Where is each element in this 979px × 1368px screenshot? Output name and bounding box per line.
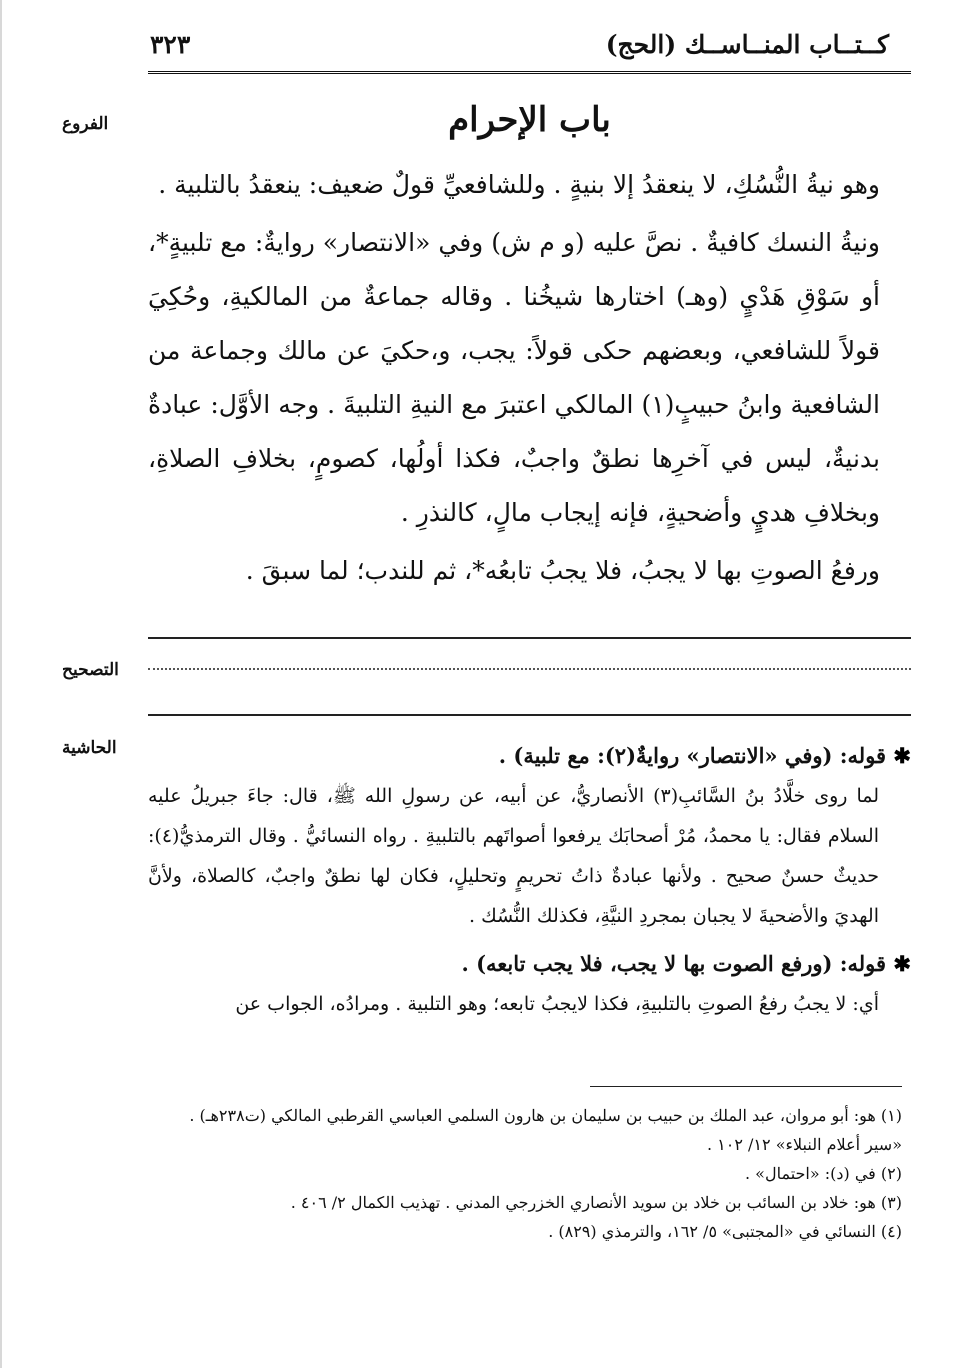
footnote: (٤) النسائي في «المجتبى» ٥/ ١٦٢، والترمذي (٨٢٩) . <box>548 1222 902 1241</box>
hashiya-quote: ✱ قوله: (وفي «الانتصار» روايةٌ(٢): مع تلبية) . <box>498 743 911 768</box>
footnote: (٣) هو: خلاد بن السائب بن خلاد بن سويد الأنصاري الخزرجي المدني . تهذيب الكمال ٢/ ٤٠٦ . <box>290 1193 902 1212</box>
main-paragraph: ونيةُ النسك كافيةٌ . نصَّ عليه (و م ش) وفي «الانتصار» روايةٌ: مع تلبيةٍ*، أو سَوْقِ هَدْيٍ (وهـ) اختارها شيخُنا . وقاله جماعةٌ من المالكيةِ، وحُكِيَ قولاً للشافعي، وبعضهم حكى قولاً: يجب، و،حكيَ عن مالك وجماعة من الشافعية وابنُ حبيبٍ(١) المالكي اعتبرَ مع النيةِ التلبيةَ . وجه الأوَّل: عبادةٌ بدنيةٌ، ليس في آخرِها نطقٌ واجبٌ، فكذا أولُها، كصومٍ، بخلافِ الصلاةِ، وبخلافِ هديٍ وأضحيةٍ، فإنه إيجاب مالٍ، كالنذرِ . <box>148 228 880 527</box>
tashih-dotted-line <box>148 668 911 670</box>
footnote: (١) هو: أبو مروان، عبد الملك بن حبيب بن سليمان بن هارون السلمي العباسي القرطبي المالكي (ت٢٣٨هـ) . «سير أعلام النبلاء» ١٢/ ١٠٢ . <box>189 1106 902 1154</box>
hashiya-quote: ✱ قوله: (ورفع الصوت بها لا يجب، فلا يجب تابعه) . <box>461 951 911 976</box>
main-paragraph: وهو نيةُ النُّسُكِ، لا ينعقدُ إلا بنيةٍ . وللشافعيِّ قولٌ ضعيف: ينعقدُ بالتلبية . <box>158 170 880 199</box>
asterisk-icon: ✱ <box>886 743 911 768</box>
hashiya-commentary: أي: لا يجبُ رفعُ الصوتِ بالتلبيةِ، فكذا لايجبُ تابعه؛ وهو التلبية . ومرادُه، الجواب عن <box>235 993 879 1015</box>
chapter-title: باب الإحرام <box>448 100 611 140</box>
main-text <box>148 158 880 598</box>
running-head: كــتــاب المنــاســك (الحج) <box>605 30 889 59</box>
margin-label-hashiya: الحاشية <box>62 738 117 758</box>
section-divider <box>148 714 911 716</box>
main-paragraph: ورفعُ الصوتِ بها لا يجبُ، فلا يجبُ تابعُه*، ثم للندب؛ لما سبقَ . <box>245 556 880 585</box>
hashiya-commentary: لما روى خلَّادُ بنُ السَّائبِ(٣) الأنصاريُّ، عن أبيه، عن رسولِ الله ﷺ، قال: جاءَ جبريلُ عليه السلام فقال: يا محمدُ، مُرْ أصحابَك يرفعوا أصواتَهم بالتلبيةِ . رواه النسائيُّ . وقال الترمذيُّ(٤): حديثٌ حسنٌ صحيح . ولأنها عبادةٌ ذاتُ تحريمٍ وتحليلٍ، فكان لها نطقٌ واجبٌ، كالصلاة، ولأنَّ الهديَ والأضحيةَ لا يجبان بمجردِ النيَّةِ، فكذلك النُّسُك . <box>148 785 880 927</box>
footnote-rule <box>590 1086 902 1087</box>
header-rule <box>148 71 911 74</box>
page-edge-shadow <box>0 0 2 1368</box>
asterisk-icon: ✱ <box>886 951 911 976</box>
hashiya-section <box>148 736 911 1024</box>
margin-label-tashih: التصحيح <box>62 660 119 680</box>
section-divider <box>148 637 911 639</box>
margin-label-furu: الفروع <box>62 114 109 134</box>
footnotes <box>150 1101 902 1246</box>
page-number: ٣٢٣ <box>150 30 191 59</box>
footnote: (٢) في (د): «احتمال» . <box>745 1164 902 1183</box>
